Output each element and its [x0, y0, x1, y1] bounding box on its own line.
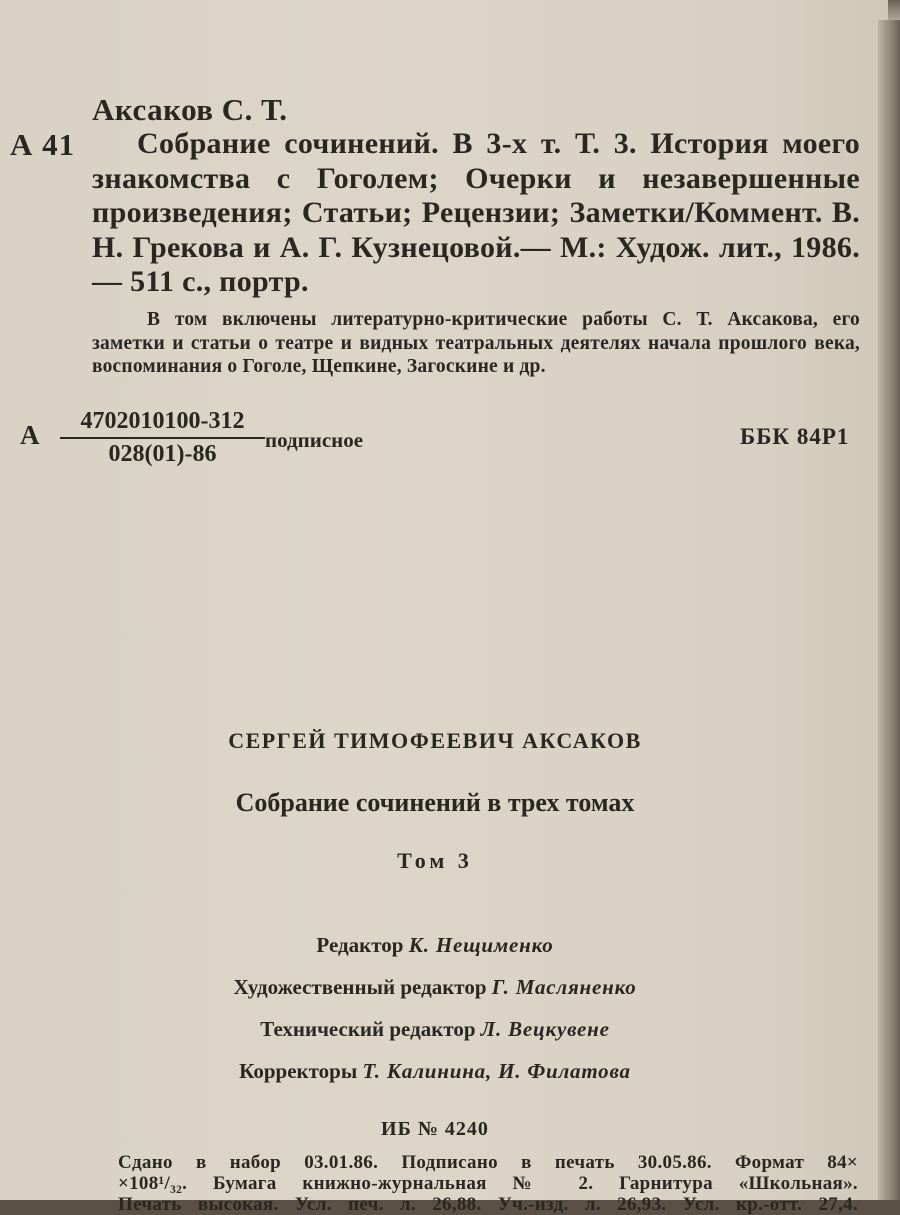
credit-proofreaders — [0, 1059, 870, 1084]
fraction-bar — [60, 437, 265, 439]
imprint-line: ×108¹/₃₂. Бумага книжно-журнальная № 2. Гарнитура «Школьная». — [118, 1173, 858, 1194]
bib-author: Аксаков С. Т. — [92, 92, 288, 127]
credit-name: К. Нещименко — [408, 933, 554, 957]
credit-name: Л. Вецкувене — [480, 1017, 610, 1041]
bib-description — [92, 127, 860, 300]
volume-label: Том 3 — [397, 848, 473, 873]
credit-art-editor — [0, 975, 870, 1000]
imprint-line: Сдано в набор 03.01.86. Подписано в печать 30.05.86. Формат 84× — [118, 1152, 858, 1173]
collection-title: Собрание сочинений в трех томах — [235, 788, 635, 817]
annotation: В том включены литературно-критические работы С. Т. Аксакова, его заметки и статьи о театре и видных театральных деятелях начала прошлого века, воспоминания о Гоголе, Щепкине, Загоскине и др. — [92, 309, 860, 377]
imprint-line: Печать высокая. Усл. печ. л. 26,88. Уч.-изд. л. 26,93. Усл. кр.-отт. 27,4. — [118, 1194, 858, 1215]
credit-editor — [0, 933, 870, 958]
credit-name: Т. Калинина, И. Филатова — [362, 1059, 631, 1083]
author-full-name: СЕРГЕЙ ТИМОФЕЕВИЧ АКСАКОВ — [228, 728, 642, 753]
imprint-block — [118, 1152, 858, 1215]
bib-description-text: Собрание сочинений. В 3-х т. Т. 3. История моего знакомства с Гоголем; Очерки и незавершенные произведения; Статьи; Рецензии; Заметки/Коммент. В. Н. Грекова и А. Г. Кузнецовой.— М.: Худож. лит., 1986.— 511 с., портр. — [92, 127, 860, 298]
classification-denominator: 028(01)-86 — [108, 441, 217, 467]
ib-number: ИБ № 4240 — [381, 1118, 489, 1140]
bib-code: А 41 — [10, 127, 76, 162]
credit-role: Художественный редактор — [233, 975, 487, 999]
credit-role: Корректоры — [239, 1059, 358, 1083]
credit-name: Г. Масляненко — [491, 975, 637, 999]
classification-letter: А — [20, 420, 40, 450]
credit-role: Редактор — [316, 933, 404, 957]
bbk-code: ББК 84Р1 — [740, 424, 850, 449]
subscription-label: подписное — [265, 428, 364, 452]
classification-fraction — [60, 408, 265, 468]
credit-role: Технический редактор — [260, 1017, 476, 1041]
credit-tech-editor — [0, 1017, 870, 1042]
page-edge-shadow — [878, 20, 900, 1200]
classification-numerator: 4702010100-312 — [80, 408, 245, 434]
